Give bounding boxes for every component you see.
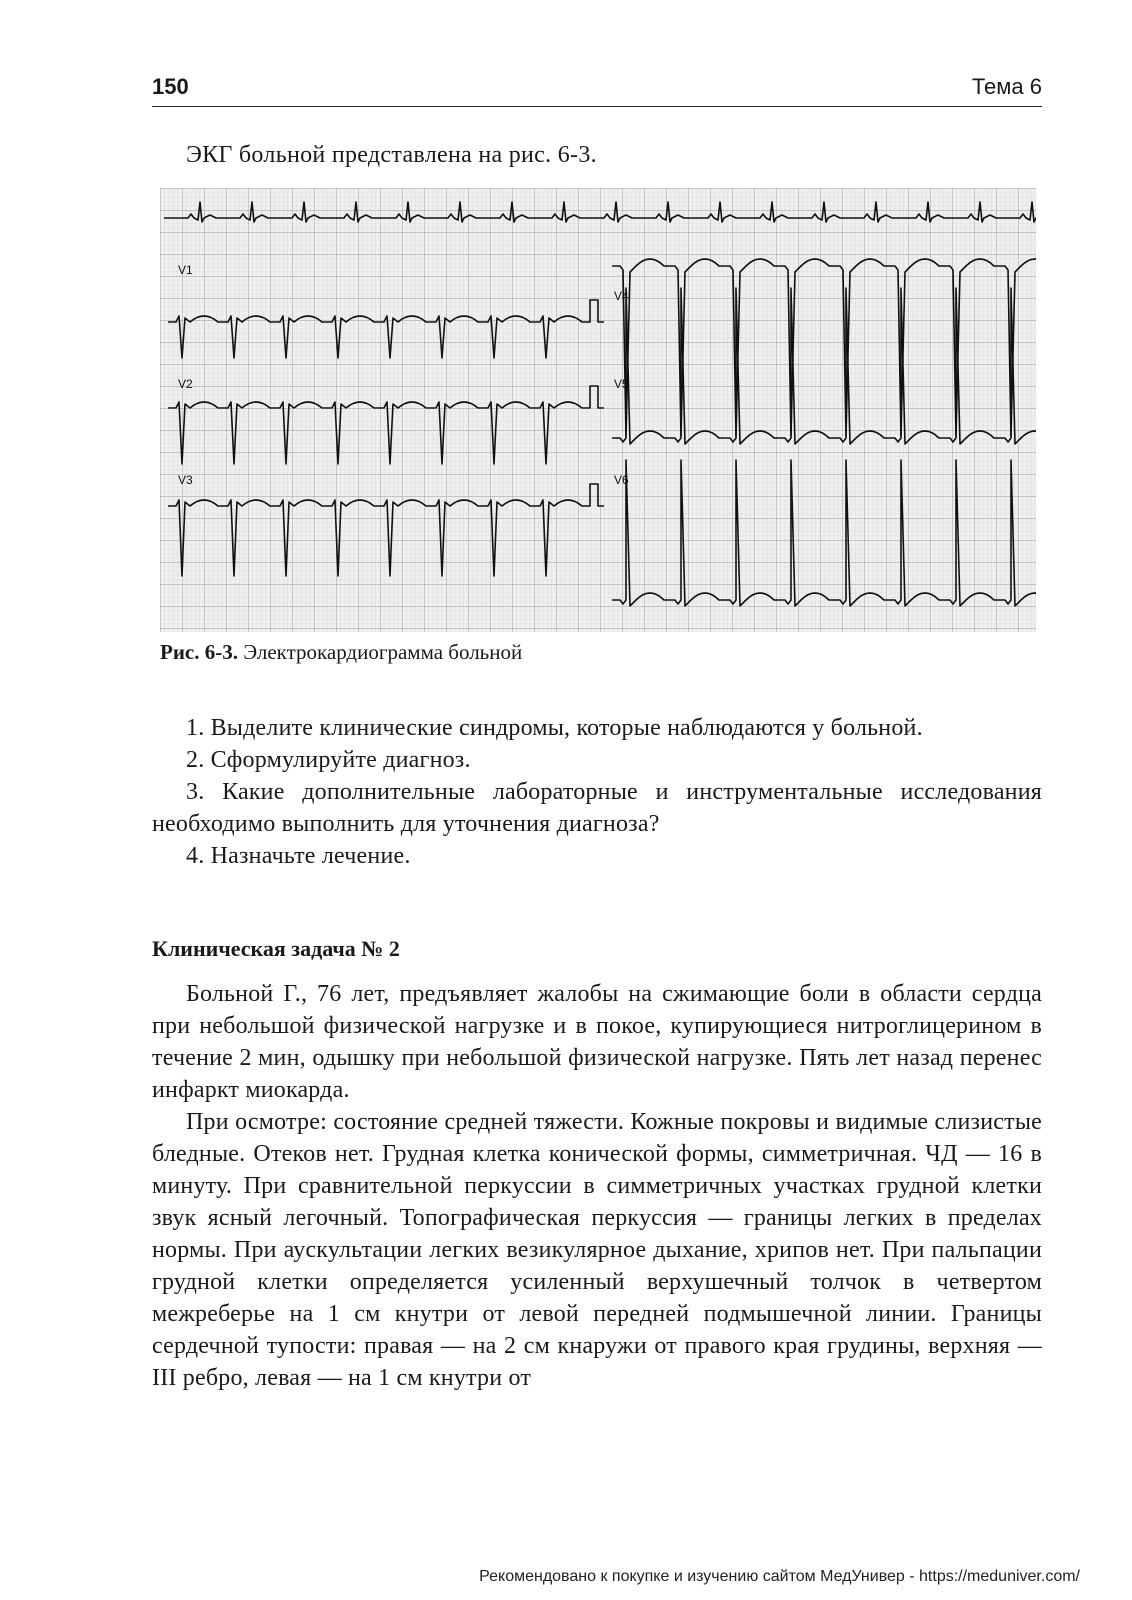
questions-list xyxy=(152,712,1042,872)
page-number: 150 xyxy=(152,74,189,99)
question-2: 2. Сформулируйте диагноз. xyxy=(186,747,471,773)
figure-caption xyxy=(160,640,522,665)
ecg-lead-label-v6: V6 xyxy=(614,473,629,487)
ecg-lead-label-v2: V2 xyxy=(178,377,193,391)
task2-exam-paragraph: При осмотре: состояние средней тяжести. Кожные покровы и видимые слизистые бледные. Отеков нет. Грудная клетка конической формы, симметричная. ЧД — 16 в минуту. При сравнительной перкуссии в симметричных участках грудной клетки звук ясный легочный. Топографическая перкуссия — границы легких в пределах нормы. При аускультации легких везикулярное дыхание, хрипов нет. При пальпации грудной клетки определяется усиленный верхушечный толчок в четвертом межреберье на 1 см кнутри от левой передней подмышечной линии. Границы сердечной тупости: правая — на 2 см кнаружи от правого края грудины, верхняя — III ребро, левая — на 1 см кнутри от xyxy=(152,1109,1042,1391)
running-title: Тема 6 xyxy=(971,74,1042,99)
intro-sentence: ЭКГ больной представлена на рис. 6-3. xyxy=(186,142,597,168)
ecg-lead-label-v3: V3 xyxy=(178,473,193,487)
task2-complaints-paragraph: Больной Г., 76 лет, предъявляет жалобы на сжимающие боли в области сердца при небольшой физической нагрузке и в покое, купирующиеся нитроглицерином в течение 2 мин, одышку при небольшой физической нагрузке. Пять лет назад перенес инфаркт миокарда. xyxy=(152,981,1042,1103)
ecg-figure xyxy=(160,188,1036,632)
section-title: Клиническая задача № 2 xyxy=(152,936,400,961)
ecg-lead-label-v1: V1 xyxy=(178,263,193,277)
question-4: 4. Назначьте лечение. xyxy=(186,843,411,869)
ecg-lead-label-v4: V4 xyxy=(614,289,629,303)
ecg-tracing-image xyxy=(160,188,1036,632)
caption-label: Рис. 6-3. xyxy=(160,640,238,664)
question-3: 3. Какие дополнительные лабораторные и инструментальные исследования необходимо выполнить для уточнения диагноза? xyxy=(152,779,1042,837)
ecg-lead-label-v5: V5 xyxy=(614,377,629,391)
task2-body xyxy=(152,978,1042,1394)
footer-watermark: Рекомендовано к покупке и изучению сайтом МедУнивер - https://meduniver.com/ xyxy=(479,1568,1080,1585)
question-1: 1. Выделите клинические синдромы, которые наблюдаются у больной. xyxy=(186,715,923,741)
page-header xyxy=(152,74,1042,107)
caption-text: Электрокардиограмма больной xyxy=(238,640,523,664)
